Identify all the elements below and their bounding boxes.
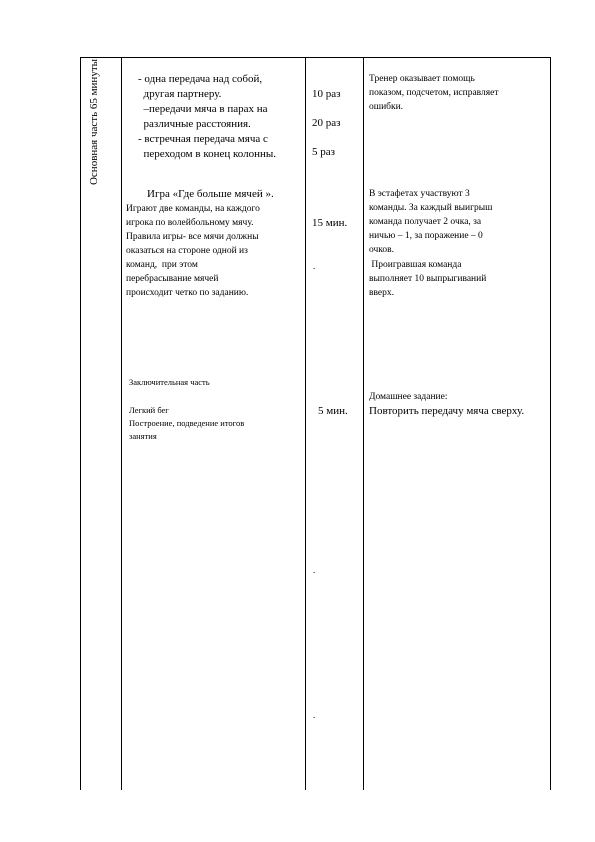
relay-note-line: Проигравшая команда bbox=[369, 260, 462, 270]
relay-note-line: выполняет 10 выпрыгиваний bbox=[369, 274, 487, 284]
game-text-line: происходит четко по заданию. bbox=[126, 288, 249, 298]
reps-value: 20 раз bbox=[312, 117, 341, 129]
coach-note-line: ошибки. bbox=[369, 102, 404, 112]
game-text-line: Играют две команды, на каждого bbox=[126, 204, 260, 214]
relay-note-line: вверх. bbox=[369, 288, 395, 298]
homework-title: Домашнее задание: bbox=[369, 392, 448, 402]
final-item: Построение, подведение итогов bbox=[129, 418, 245, 428]
dot-mark: . bbox=[313, 710, 316, 720]
game-time: 15 мин. bbox=[312, 217, 348, 229]
table-border-top bbox=[80, 57, 551, 58]
exercise-line: другая партнеру. bbox=[138, 88, 222, 100]
relay-note-line: В эстафетах участвуют 3 bbox=[369, 189, 470, 199]
reps-value: 10 раз bbox=[312, 88, 341, 100]
section-side-label: Основная часть 65 минуты bbox=[88, 58, 100, 186]
exercise-line: переходом в конец колонны. bbox=[138, 148, 277, 160]
exercise-line: различные расстояния. bbox=[138, 118, 251, 130]
game-text-line: Правила игры- все мячи должны bbox=[126, 232, 259, 242]
coach-note-line: Тренер оказывает помощь bbox=[369, 74, 475, 84]
game-text-line: оказаться на стороне одной из bbox=[126, 246, 248, 256]
table-border-right bbox=[550, 57, 551, 790]
table-divider-2 bbox=[305, 57, 306, 790]
game-text-line: перебрасывание мячей bbox=[126, 274, 219, 284]
table-divider-1 bbox=[121, 57, 122, 790]
dot-mark: . bbox=[313, 261, 316, 271]
relay-note-line: очков. bbox=[369, 245, 395, 255]
exercise-line: - одна передача над собой, bbox=[138, 73, 263, 85]
exercise-line: - встречная передача мяча с bbox=[138, 133, 268, 145]
final-item: Легкий бег bbox=[129, 405, 169, 415]
final-item: занятия bbox=[129, 431, 157, 441]
homework-text: Повторить передачу мяча сверху. bbox=[369, 405, 525, 417]
exercise-line: –передачи мяча в парах на bbox=[138, 103, 268, 115]
game-text-line: игрока по волейбольному мячу. bbox=[126, 218, 254, 228]
relay-note-line: ничью – 1, за поражение – 0 bbox=[369, 231, 483, 241]
relay-note-line: команда получает 2 очка, за bbox=[369, 217, 482, 227]
game-title: Игра «Где больше мячей ». bbox=[147, 188, 274, 200]
game-text-line: команд, при этом bbox=[126, 260, 198, 270]
final-time: 5 мин. bbox=[318, 405, 348, 417]
final-part-title: Заключительная часть bbox=[129, 377, 210, 387]
relay-note-line: команды. За каждый выигрыш bbox=[369, 203, 493, 213]
coach-note-line: показом, подсчетом, исправляет bbox=[369, 88, 499, 98]
reps-value: 5 раз bbox=[312, 146, 335, 158]
dot-mark: . bbox=[313, 565, 316, 575]
table-divider-3 bbox=[363, 57, 364, 790]
table-border-left bbox=[80, 57, 81, 790]
